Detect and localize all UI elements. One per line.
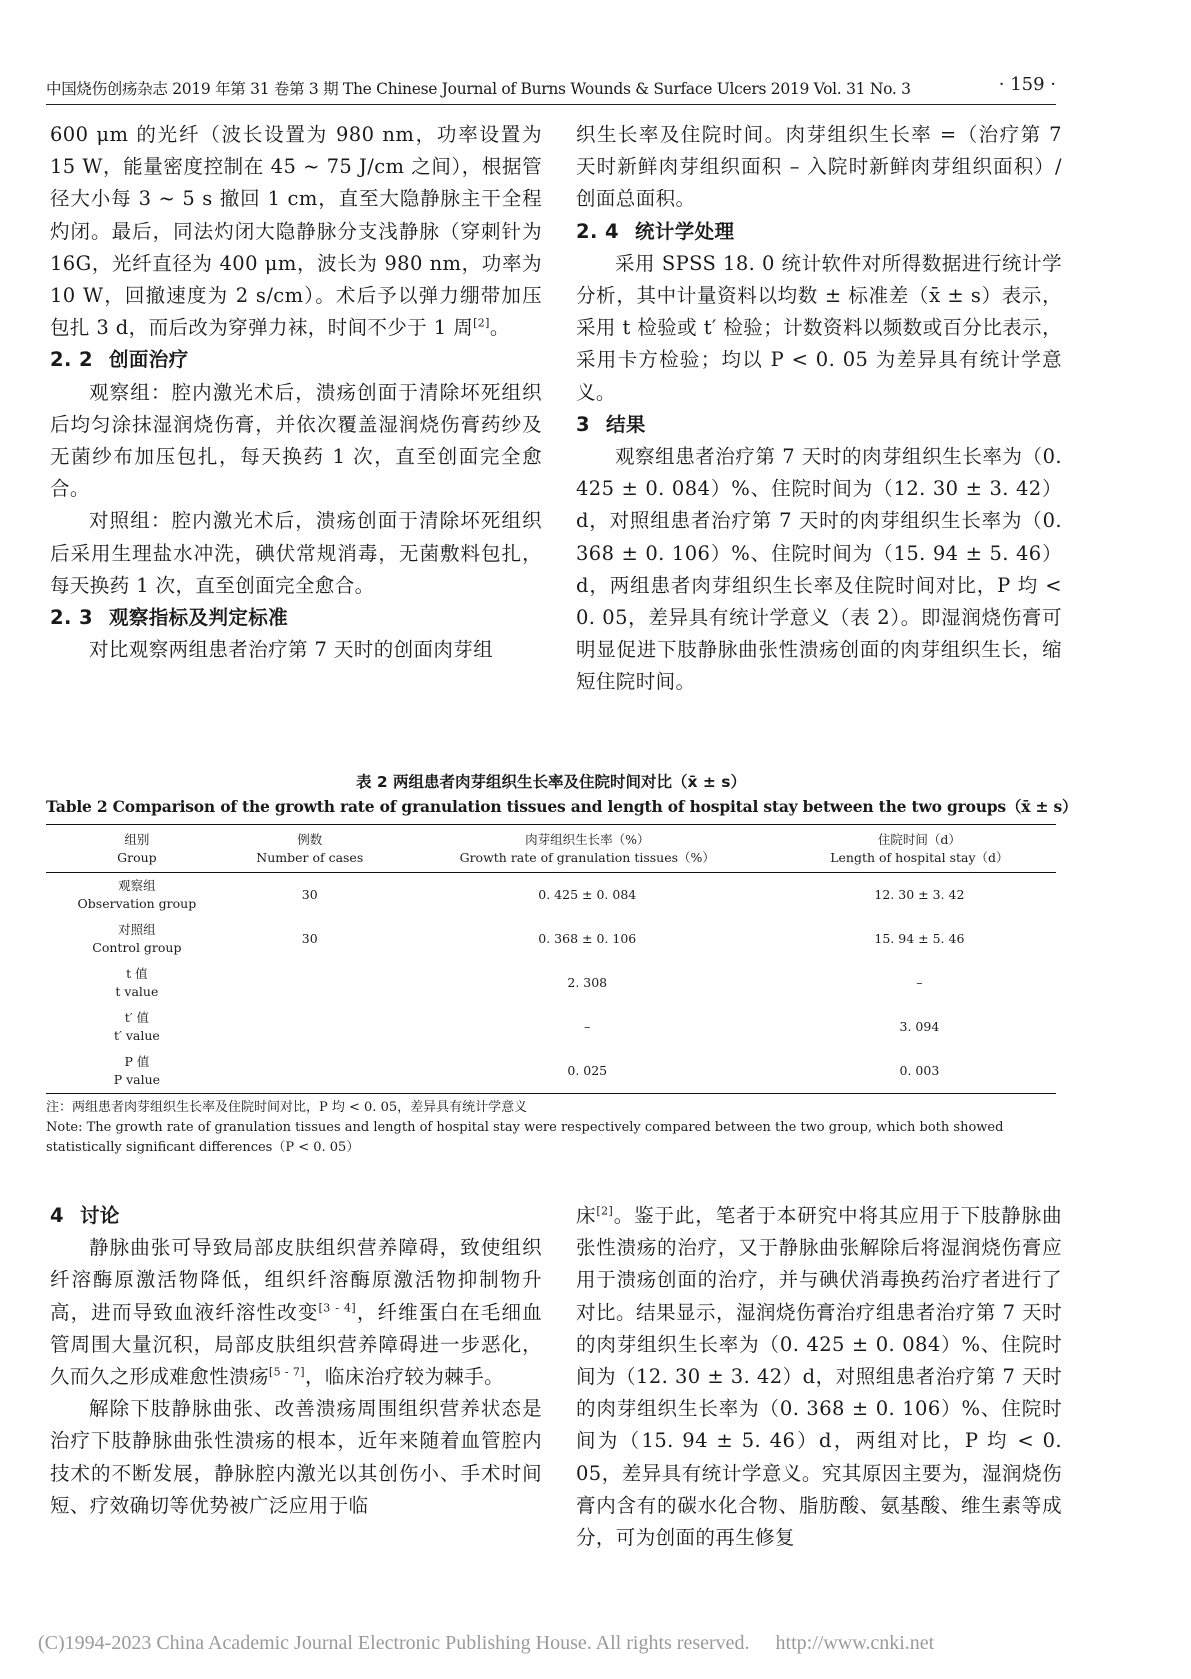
paragraph: 观察组患者治疗第 7 天时的肉芽组织生长率为（0. 425 ± 0. 084）%、住院时间为（12. 30 ± 3. 42）d，对照组患者治疗第 7 天时的肉芽组织生长率为（0. 368 ± 0. 106）%、住院时间为（15. 94 ± 5. 46）d，两组患者肉芽组织生长率及住院时间对比，P 均 < 0. 05，差异具有统计学意义（表 2）。即湿润烧伤膏可明显促进下肢静脉曲张性溃疡创面的肉芽组织生长，缩短住院时间。 [576, 445, 1062, 694]
copyright-footer [38, 1632, 1158, 1655]
cell-stay: – [916, 975, 923, 990]
table-row [46, 873, 1056, 918]
cell-growth: 2. 308 [567, 975, 608, 990]
paragraph: 织生长率及住院时间。肉芽组织生长率 =（治疗第 7 天时新鲜肉芽组织面积 – 入院时新鲜肉芽组织面积）/创面总面积。 [576, 123, 1062, 211]
left-column-bottom [50, 1200, 542, 1522]
row-label: t 值 t value [115, 966, 159, 999]
paragraph: 对照组：腔内激光术后，溃疡创面于清除坏死组织后采用生理盐水冲洗，碘伏常规消毒，无菌敷料包扎，每天换药 1 次，直至创面完全愈合。 [50, 509, 542, 597]
header-group: 组别 Group [46, 825, 228, 873]
cell-growth: 0. 025 [567, 1063, 608, 1078]
right-column-top [576, 119, 1062, 699]
table-header-row [46, 825, 1056, 873]
table-row [46, 1049, 1056, 1094]
citation[interactable]: [5 - 7] [268, 1365, 305, 1379]
paragraph: 600 μm 的光纤（波长设置为 980 nm，功率设置为 15 W，能量密度控制在 45 ~ 75 J/cm 之间），根据管径大小每 3 ~ 5 s 撤回 1 cm，直至大隐静脉主干全程灼闭。最后，同法灼闭大隐静脉分支浅静脉（穿刺针为 16G，光纤直径为 400 μm，波长为 980 nm，功率为 10 W，回撤速度为 2 s/cm）。术后予以弹力绷带加压包扎 3 d，而后改为穿弹力袜，时间不少于 1 周[2]。 [50, 123, 542, 340]
cell-stay: 0. 003 [899, 1063, 940, 1078]
cell-cases [228, 1005, 392, 1049]
cell-cases [228, 1049, 392, 1094]
citation[interactable]: [3 - 4] [318, 1301, 357, 1315]
footer-url[interactable]: http://www.cnki.net [775, 1632, 935, 1654]
left-column-top [50, 119, 542, 666]
section-heading: 2. 3 观察指标及判定标准 [50, 606, 289, 630]
paragraph: 解除下肢静脉曲张、改善溃疡周围组织营养状态是治疗下肢静脉曲张性溃疡的根本，近年来随着血管腔内技术的不断发展，静脉腔内激光以其创伤小、手术时间短、疗效确切等优势被广泛应用于临 [50, 1397, 542, 1517]
header-stay: 住院时间（d） Length of hospital stay（d） [783, 825, 1056, 873]
row-label: 观察组 Observation group [77, 878, 197, 911]
table-note-en: Note: The growth rate of granulation tissues and length of hospital stay were respectively compared between the two group, which both showed statistically significant differences（P < 0. 05） [46, 1120, 1004, 1155]
table-row [46, 917, 1056, 961]
paragraph: 静脉曲张可导致局部皮肤组织营养障碍，致使组织纤溶酶原激活物降低，组织纤溶酶原激活物抑制物升高，进而导致血液纤溶性改变[3 - 4]，纤维蛋白在毛细血管周围大量沉积，局部皮肤组织营养障碍进一步恶化，久而久之形成难愈性溃疡[5 - 7]，临床治疗较为棘手。 [50, 1236, 543, 1389]
row-label: 对照组 Control group [92, 922, 182, 955]
citation[interactable]: [2] [596, 1204, 614, 1218]
running-title: 中国烧伤创疡杂志 2019 年第 31 卷第 3 期 The Chinese Journal of Burns Wounds & Surface Ulcers 2019 Vol. 31 No. 3 [46, 80, 911, 98]
section-heading: 3 结果 [576, 412, 646, 436]
row-label: P 值 P value [113, 1054, 161, 1087]
copyright-text: (C)1994-2023 China Academic Journal Electronic Publishing House. All rights reserved. [38, 1632, 750, 1654]
page-number: · 159 · [998, 74, 1056, 95]
paragraph: 采用 SPSS 18. 0 统计软件对所得数据进行统计学分析，其中计量资料以均数 ± 标准差（x̄ ± s）表示，采用 t 检验或 t′ 检验；计数资料以频数或百分比表示，采用卡方检验；均以 P < 0. 05 为差异具有统计学意义。 [576, 251, 1062, 404]
table-caption-cn: 表 2 两组患者肉芽组织生长率及住院时间对比（x̄ ± s） [355, 773, 747, 791]
section-heading: 2. 2 创面治疗 [50, 348, 189, 372]
table-note-cn: 注：两组患者肉芽组织生长率及住院时间对比，P 均 < 0. 05，差异具有统计学意义 [46, 1100, 528, 1115]
table-caption-en: Table 2 Comparison of the growth rate of granulation tissues and length of hospital stay between the two groups（x̄ ± s） [46, 797, 1078, 816]
cell-growth: 0. 425 ± 0. 084 [538, 887, 637, 902]
table-row [46, 961, 1056, 1005]
header-growth: 肉芽组织生长率（%） Growth rate of granulation tissues（%） [392, 825, 783, 873]
paragraph: 床[2]。鉴于此，笔者于本研究中将其应用于下肢静脉曲张性溃疡的治疗，又于静脉曲张解除后将湿润烧伤膏应用于溃疡创面的治疗，并与碘伏消毒换药治疗者进行了对比。结果显示，湿润烧伤膏治疗组患者治疗第 7 天时的肉芽组织生长率为（0. 425 ± 0. 084）%、住院时间为（12. 30 ± 3. 42）d，对照组患者治疗第 7 天时的肉芽组织生长率为（0. 368 ± 0. 106）%、住院时间为（15. 94 ± 5. 46）d，两组对比，P 均 < 0. 05，差异具有统计学意义。究其原因主要为，湿润烧伤膏内含有的碳水化合物、脂肪酸、氨基酸、维生素等成分，可为创面的再生修复 [576, 1204, 1062, 1550]
cell-growth: 0. 368 ± 0. 106 [538, 931, 637, 946]
table-2 [46, 770, 1078, 1158]
paragraph: 对比观察两组患者治疗第 7 天时的创面肉芽组 [89, 638, 494, 662]
table-note [46, 1098, 1056, 1158]
running-header [46, 74, 1056, 105]
citation[interactable]: [2] [473, 316, 490, 330]
row-label: t′ 值 t′ value [114, 1010, 160, 1043]
cell-growth: – [584, 1019, 591, 1034]
data-table [46, 824, 1056, 1094]
cell-stay: 15. 94 ± 5. 46 [874, 931, 965, 946]
section-heading: 2. 4 统计学处理 [576, 219, 735, 243]
header-cases: 例数 Number of cases [228, 825, 392, 873]
section-heading: 4 讨论 [50, 1204, 120, 1227]
right-column-bottom [576, 1200, 1062, 1554]
table-row [46, 1005, 1056, 1049]
cell-cases: 30 [301, 887, 318, 902]
cell-stay: 3. 094 [899, 1019, 940, 1034]
paragraph: 观察组：腔内激光术后，溃疡创面于清除坏死组织后均匀涂抹湿润烧伤膏，并依次覆盖湿润烧伤膏药纱及无菌纱布加压包扎，每天换药 1 次，直至创面完全愈合。 [50, 380, 542, 501]
cell-cases [228, 961, 392, 1005]
cell-cases: 30 [301, 931, 318, 946]
cell-stay: 12. 30 ± 3. 42 [874, 887, 965, 902]
